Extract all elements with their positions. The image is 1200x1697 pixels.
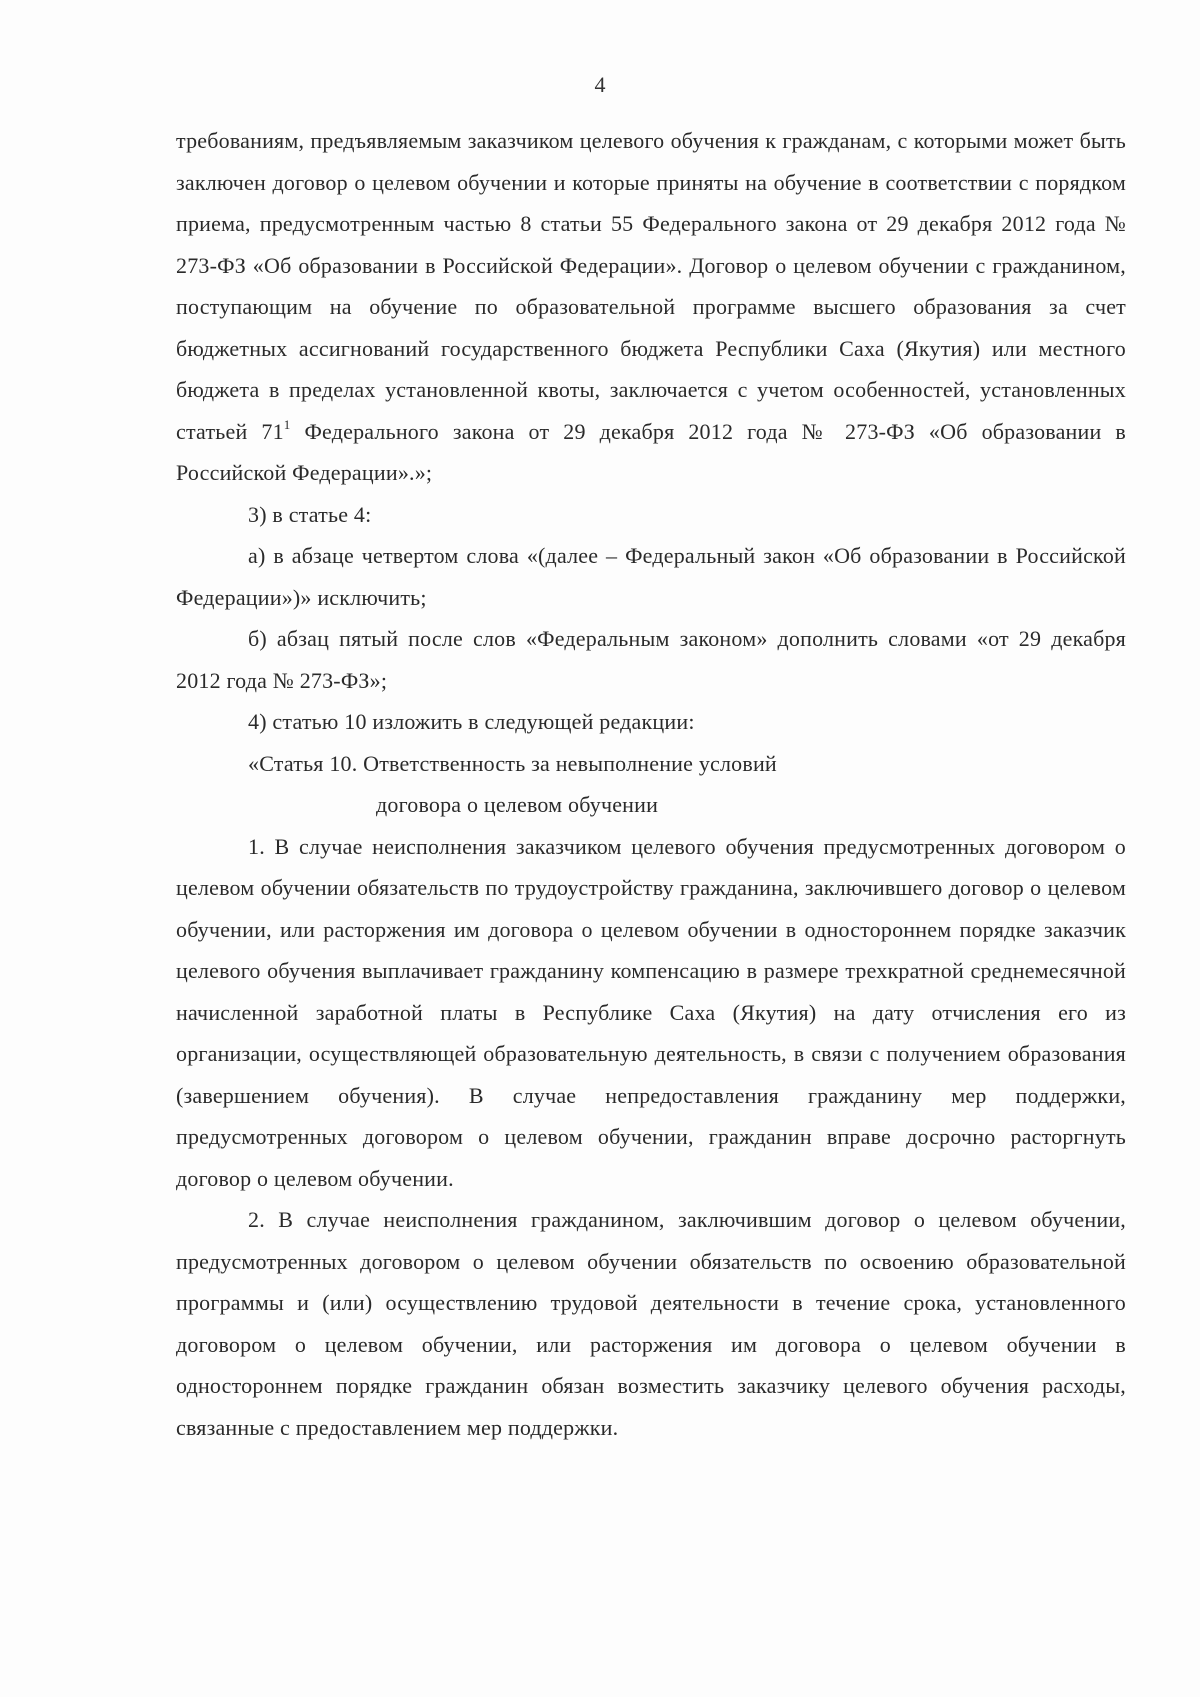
document-body xyxy=(176,120,1126,1448)
article-heading-line-1: «Статья 10. Ответственность за невыполнение условий xyxy=(248,750,777,776)
amendment-subitem-b: б) абзац пятый после слов «Федеральным законом» дополнить словами «от 29 декабря 2012 года № 273-ФЗ»; xyxy=(176,626,1126,693)
amendment-item-3: 3) в статье 4: xyxy=(248,501,372,527)
page-number: 4 xyxy=(594,72,606,97)
superscript-index: 1 xyxy=(283,416,291,432)
amendment-subitem-a: а) в абзаце четвертом слова «(далее – Федеральный закон «Об образовании в Российской Федерации»)» исключить; xyxy=(176,543,1126,610)
amendment-item-4: 4) статью 10 изложить в следующей редакции: xyxy=(248,709,695,734)
article-heading-line-2: договора о целевом обучении xyxy=(376,792,659,817)
article-heading xyxy=(176,743,1126,826)
paragraph-continuation xyxy=(176,120,1126,494)
article-paragraph-2: 2. В случае неисполнения гражданином, заключившим договор о целевом обучении, предусмотренных договором о целевом обучении обязательств по освоению образовательной программы и (или) осуществлению трудовой деятельности в течение срока, установленного договором о целевом обучении, или расторжения им договора о целевом обучении в одностороннем порядке гражданин обязан возместить заказчику целевого обучения расходы, связанные с предоставлением мер поддержки. xyxy=(176,1207,1126,1440)
paragraph-continuation-tail: Федерального закона от 29 декабря 2012 года № 273-ФЗ «Об образовании в Российской Федерации».»; xyxy=(176,418,1127,485)
paragraph-continuation-text: требованиям, предъявляемым заказчиком целевого обучения к гражданам, с которыми может быть заключен договор о целевом обучении и которые приняты на обучение в соответствии с порядком приема, предусмотренным частью 8 статьи 55 Федерального закона от 29 декабря 2012 года № 273-ФЗ «Об образовании в Российской Федерации». Договор о целевом обучении с гражданином, поступающим на обучение по образовательной программе высшего образования за счет бюджетных ассигнований государственного бюджета Республики Саха (Якутия) или местного бюджета в пределах установленной квоты, заключается с учетом особенностей, установленных статьей 71 xyxy=(176,128,1126,444)
article-paragraph-1: 1. В случае неисполнения заказчиком целевого обучения предусмотренных договором о целевом обучении обязательств по трудоустройству гражданина, заключившего договор о целевом обучении, или расторжения им договора о целевом обучении в одностороннем порядке заказчик целевого обучения выплачивает гражданину компенсацию в размере трехкратной среднемесячной начисленной заработной платы в Республике Саха (Якутия) на дату отчисления его из организации, осуществляющей образовательную деятельность, в связи с получением образования (завершением обучения). В случае непредоставления гражданину мер поддержки, предусмотренных договором о целевом обучении, гражданин вправе досрочно расторгнуть договор о целевом обучении. xyxy=(176,833,1126,1191)
